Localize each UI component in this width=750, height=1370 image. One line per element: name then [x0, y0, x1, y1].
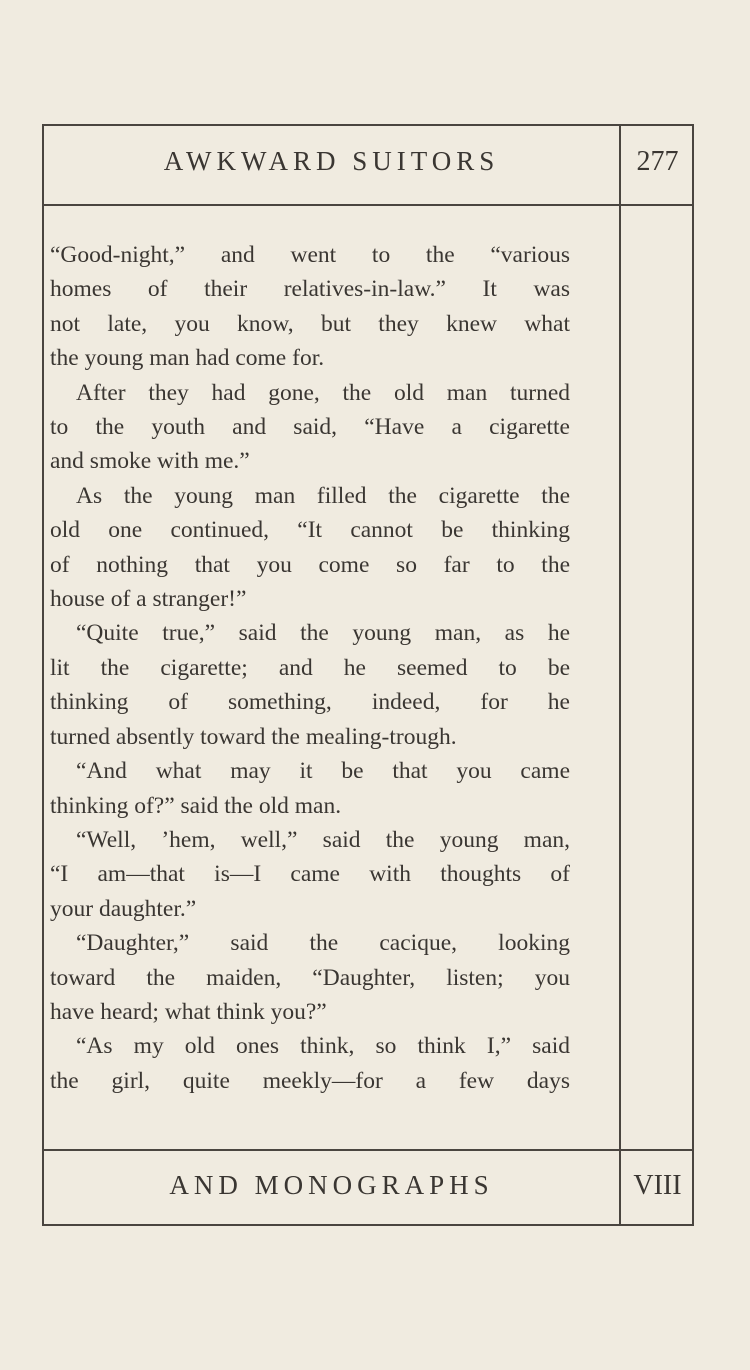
text-line: to the youth and said, “Have a cigarette: [50, 414, 570, 441]
text-line: house of a stranger!”: [50, 586, 247, 613]
text-line: “As my old ones think, so think I,” said: [76, 1033, 570, 1060]
text-line: toward the maiden, “Daughter, listen; you: [50, 964, 570, 991]
text-line: your daughter.”: [50, 895, 197, 922]
text-line: thinking of?” said the old man.: [50, 792, 342, 819]
page-frame: [42, 124, 694, 1226]
text-line: “Daughter,” said the cacique, looking: [76, 930, 570, 957]
text-line: old one continued, “It cannot be thinking: [50, 517, 570, 544]
text-line: lit the cigarette; and he seemed to be: [50, 654, 570, 681]
text-line: of nothing that you come so far to the: [50, 551, 570, 578]
text-line: thinking of something, indeed, for he: [50, 689, 570, 716]
page-number: 277: [636, 146, 679, 177]
volume-number: VIII: [633, 1170, 682, 1201]
body-text: [50, 238, 570, 1098]
text-line: the girl, quite meekly—for a few days: [50, 1067, 570, 1094]
text-line: “I am—that is—I came with thoughts of: [50, 861, 570, 888]
text-line: and smoke with me.”: [50, 448, 250, 475]
series-title: AND MONOGRAPHS: [169, 1170, 494, 1200]
text-line: “Good-night,” and went to the “various: [50, 242, 570, 268]
text-line: As the young man filled the cigarette the: [76, 482, 570, 509]
text-line: “Well, ’hem, well,” said the young man,: [76, 826, 570, 853]
text-line: the young man had come for.: [50, 345, 325, 372]
text-line: have heard; what think you?”: [50, 998, 327, 1025]
text-line: “Quite true,” said the young man, as he: [76, 620, 570, 647]
running-title: AWKWARD SUITORS: [163, 146, 500, 176]
text-line: homes of their relatives-in-law.” It was: [50, 276, 570, 303]
column-divider: [619, 126, 621, 1224]
text-line: not late, you know, but they knew what: [50, 310, 570, 337]
text-line: After they had gone, the old man turned: [76, 379, 570, 406]
footer-rule: [44, 1149, 692, 1151]
text-line: “And what may it be that you came: [76, 758, 570, 785]
header-rule: [44, 204, 692, 206]
text-line: turned absently toward the mealing-trough.: [50, 723, 457, 750]
